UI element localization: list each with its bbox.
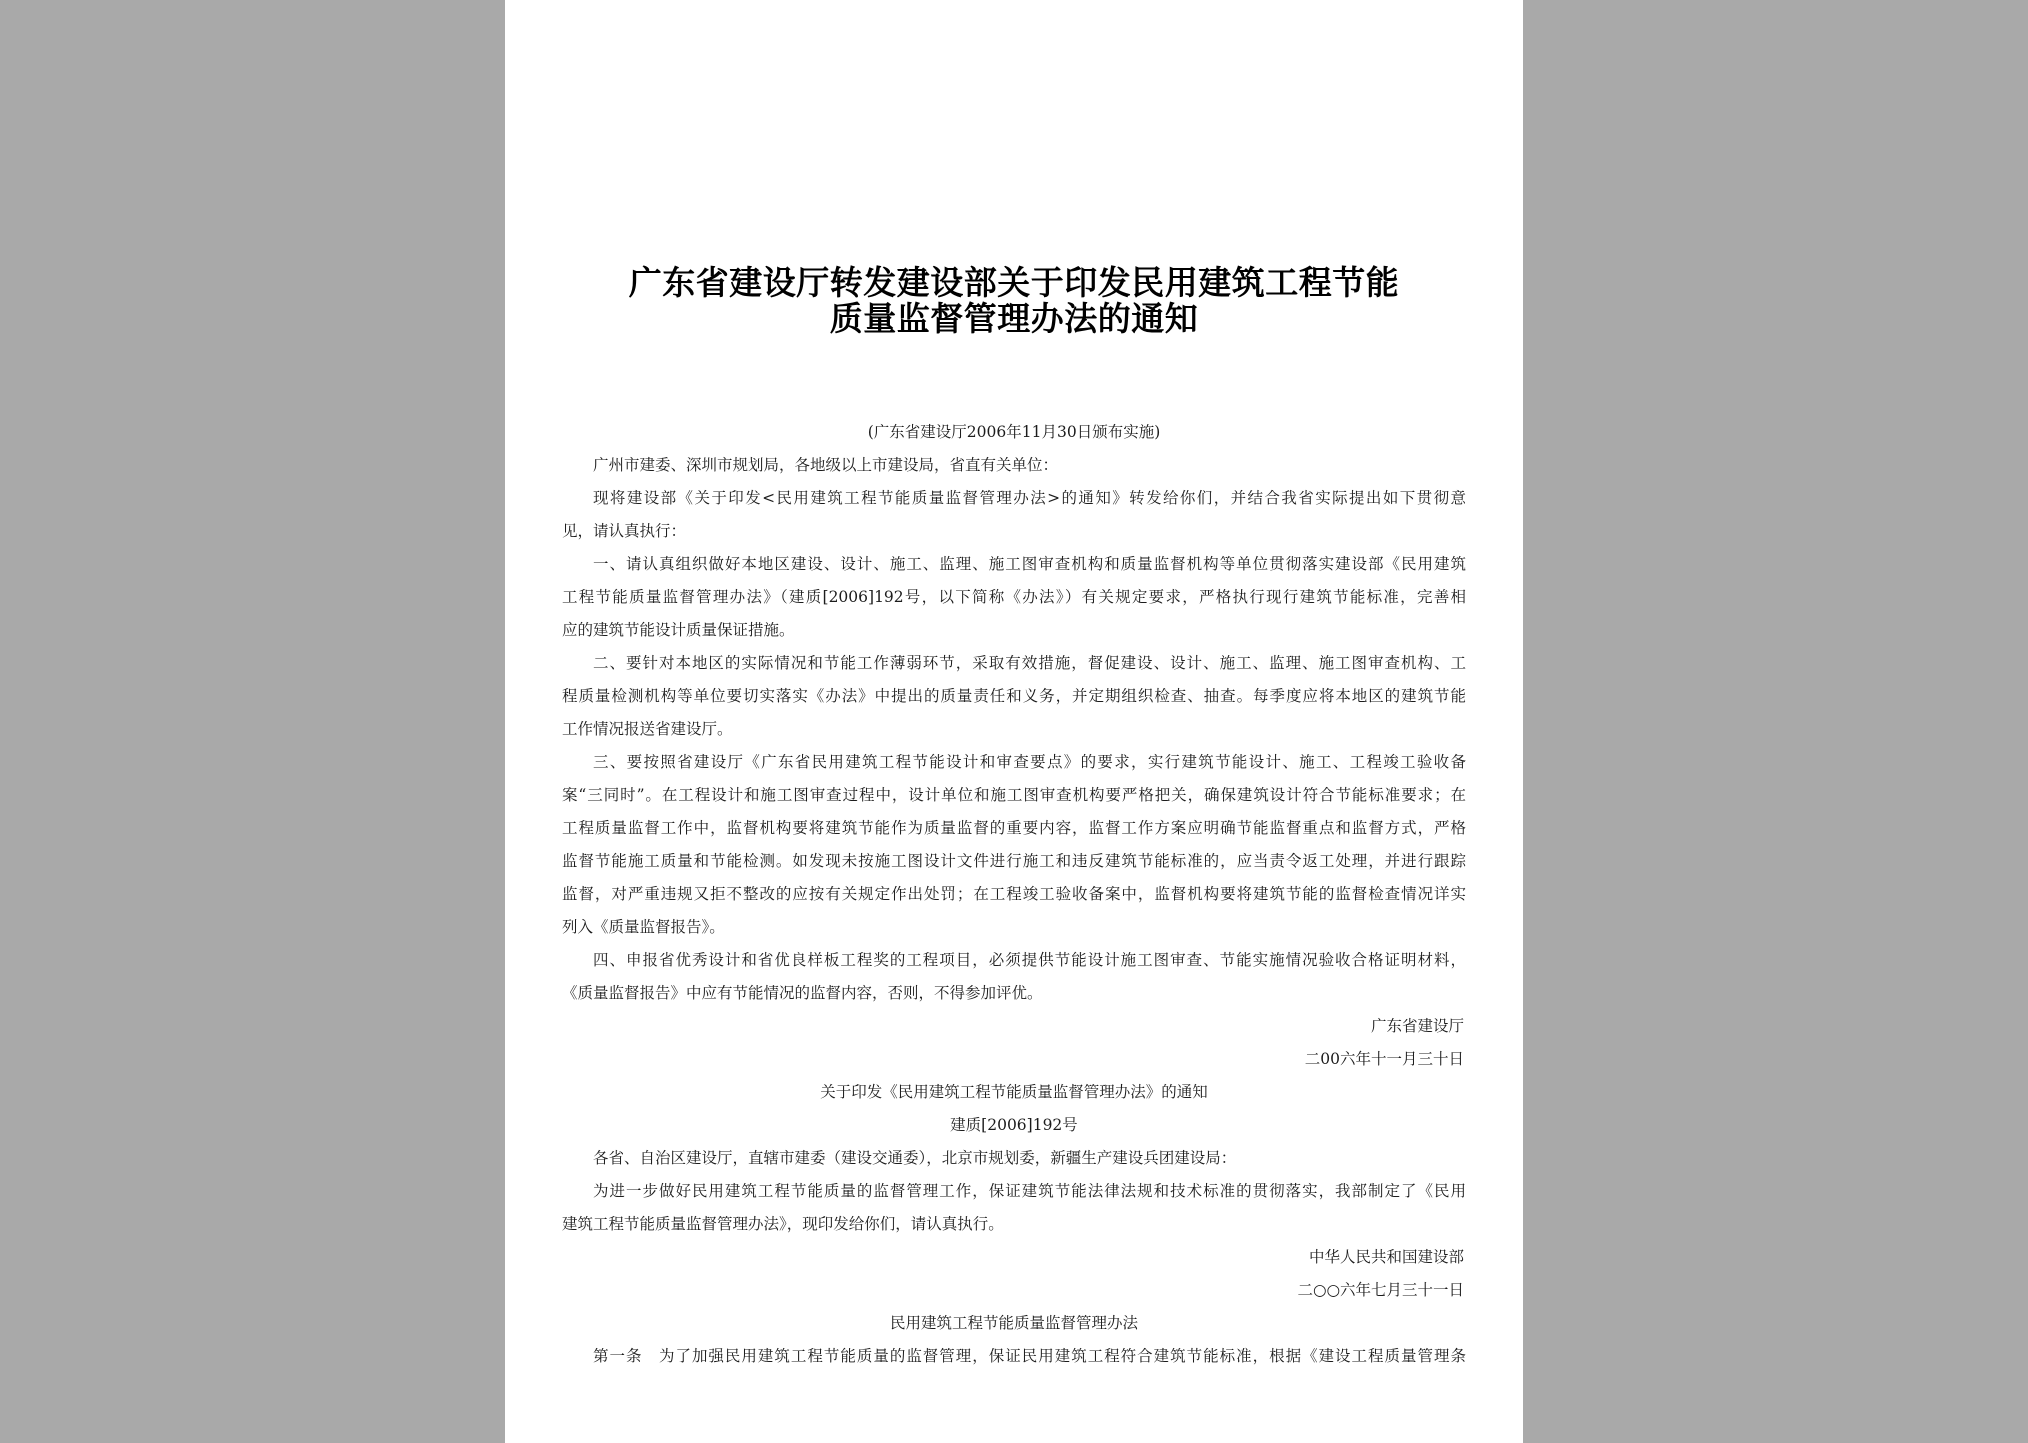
document-page <box>505 0 1523 1443</box>
paragraph-1-line: 工程节能质量监督管理办法》（建质[2006]192号，以下简称《办法》）有关规定要求，严格执行现行建筑节能标准，完善相 <box>562 588 1466 606</box>
document-title-line-1: 广东省建设厅转发建设部关于印发民用建筑工程节能 <box>628 263 1400 302</box>
paragraph-1-line: 一、请认真组织做好本地区建设、设计、施工、监理、施工图审查机构和质量监督机构等单位贯彻落实建设部《民用建筑 <box>593 555 1466 573</box>
attachment-body-line: 建筑工程节能质量监督管理办法》，现印发给你们，请认真执行。 <box>562 1215 1004 1233</box>
addressee: 广州市建委、深圳市规划局，各地级以上市建设局，省直有关单位： <box>593 456 1059 474</box>
paragraph-3-line: 监督节能施工质量和节能检测。如发现未按施工图设计文件进行施工和违反建筑节能标准的，应当责令返工处理，并进行跟踪 <box>562 852 1466 870</box>
signature-org: 广东省建设厅 <box>1370 1017 1464 1035</box>
paragraph-1-line: 应的建筑节能设计质量保证措施。 <box>562 621 795 639</box>
paragraph-3-line: 工程质量监督工作中，监督机构要将建筑节能作为质量监督的重要内容，监督工作方案应明确节能监督重点和监督方式，严格 <box>562 819 1466 837</box>
attachment-addressee: 各省、自治区建设厅，直辖市建委（建设交通委），北京市规划委，新疆生产建设兵团建设局： <box>593 1149 1237 1167</box>
signature-date: 二00六年十一月三十日 <box>1304 1050 1464 1068</box>
signature-org: 中华人民共和国建设部 <box>1308 1248 1464 1266</box>
paragraph-3-line: 案“三同时”。在工程设计和施工图审查过程中，设计单位和施工图审查机构要严格把关，确保建筑设计符合节能标准要求；在 <box>562 786 1466 804</box>
intro-line: 现将建设部《关于印发<民用建筑工程节能质量监督管理办法>的通知》转发给你们，并结合我省实际提出如下贯彻意 <box>593 489 1466 507</box>
paragraph-3-line: 列入《质量监督报告》。 <box>562 918 725 936</box>
paragraph-4-line: 《质量监督报告》中应有节能情况的监督内容，否则，不得参加评优。 <box>562 984 1043 1002</box>
paragraph-2-line: 工作情况报送省建设厅。 <box>562 720 733 738</box>
attachment-title: 关于印发《民用建筑工程节能质量监督管理办法》的通知 <box>820 1083 1208 1101</box>
paragraph-2-line: 二、要针对本地区的实际情况和节能工作薄弱环节，采取有效措施，督促建设、设计、施工、监理、施工图审查机构、工 <box>593 654 1466 672</box>
paragraph-3-line: 三、要按照省建设厅《广东省民用建筑工程节能设计和审查要点》的要求，实行建筑节能设计、施工、工程竣工验收备 <box>593 753 1466 771</box>
paragraph-4-line: 四、申报省优秀设计和省优良样板工程奖的工程项目，必须提供节能设计施工图审查、节能实施情况验收合格证明材料， <box>593 951 1466 969</box>
measures-title: 民用建筑工程节能质量监督管理办法 <box>889 1314 1138 1332</box>
intro-line: 见，请认真执行： <box>562 522 687 540</box>
attachment-doc-number: 建质[2006]192号 <box>950 1116 1078 1134</box>
document-title-line-2: 质量监督管理办法的通知 <box>829 299 1199 338</box>
paragraph-3-line: 监督，对严重违规又拒不整改的应按有关规定作出处罚；在工程竣工验收备案中，监督机构要将建筑节能的监督检查情况详实 <box>562 885 1466 903</box>
paragraph-2-line: 程质量检测机构等单位要切实落实《办法》中提出的质量责任和义务，并定期组织检查、抽查。每季度应将本地区的建筑节能 <box>562 687 1466 705</box>
signature-date: 二○○六年七月三十一日 <box>1297 1281 1464 1299</box>
issued-note: (广东省建设厅2006年11月30日颁布实施) <box>867 423 1161 441</box>
attachment-body-line: 为进一步做好民用建筑工程节能质量的监督管理工作，保证建筑节能法律法规和技术标准的贯彻落实，我部制定了《民用 <box>593 1182 1466 1200</box>
article-1-line: 第一条 为了加强民用建筑工程节能质量的监督管理，保证民用建筑工程符合建筑节能标准，根据《建设工程质量管理条 <box>593 1347 1466 1365</box>
